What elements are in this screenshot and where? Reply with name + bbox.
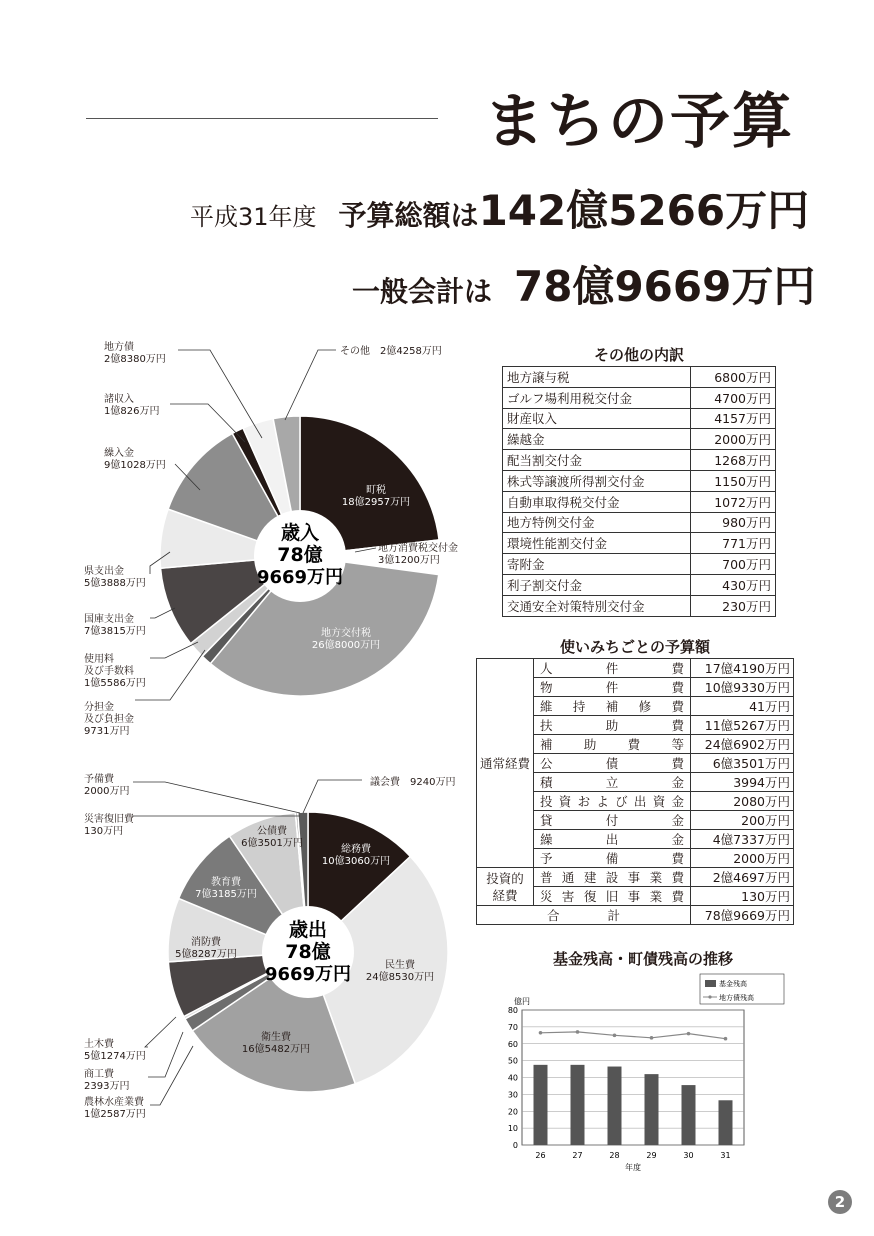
other-row-value: 1268万円 <box>691 450 776 471</box>
other-row-label: 株式等譲渡所得割交付金 <box>503 470 691 491</box>
debt-point-26 <box>539 1031 543 1035</box>
usage-group-investment: 投資的 経費 <box>477 868 534 906</box>
expense-label-text-8: 公債費 6億3501万円 <box>241 826 303 849</box>
revenue-label-text-3: 分担金及び負担金 9731万円 <box>84 702 134 737</box>
revenue-label-2 <box>312 626 380 651</box>
fund-bar-31 <box>719 1100 733 1145</box>
other-row-value: 4157万円 <box>691 408 776 429</box>
other-row-value: 6800万円 <box>691 367 776 388</box>
legend-line-marker <box>708 995 711 998</box>
y-tick-label: 80 <box>507 1006 518 1015</box>
revenue-label-10 <box>285 344 442 420</box>
total-value: 142億5266万円 <box>478 186 810 235</box>
expense-label-11 <box>303 775 455 813</box>
usage-item-value: 4億7337万円 <box>691 830 794 849</box>
revenue-label-text-6: 県支出金 5億3888万円 <box>84 566 146 589</box>
general-account-line <box>352 254 815 314</box>
other-row-label: 交通安全対策特別交付金 <box>503 595 691 616</box>
usage-row <box>477 659 794 678</box>
other-row <box>503 595 776 616</box>
expense-label-text-1: 民生費 24億8530万円 <box>365 960 435 983</box>
x-axis-label: 年度 <box>625 1163 641 1172</box>
usage-item-label: 補助費等 <box>534 735 691 754</box>
y-tick-label: 0 <box>512 1141 518 1150</box>
revenue-label-text-4: 使用料及び手数料 1億5586万円 <box>84 654 146 689</box>
usage-table-title: 使いみちごとの予算額 <box>559 638 710 656</box>
other-row-label: 配当割交付金 <box>503 450 691 471</box>
revenue-label-8 <box>104 392 245 442</box>
revenue-center-label: 歳入 <box>280 522 320 544</box>
page-title: まちの予算 <box>484 87 794 157</box>
usage-item-label: 人件費 <box>534 659 691 678</box>
expense-leader-3 <box>150 1046 193 1105</box>
legend-debt-label: 地方債残高 <box>719 994 754 1002</box>
legend-bar-swatch <box>705 980 716 987</box>
usage-item-label: 積立金 <box>534 773 691 792</box>
other-row-label: 利子割交付金 <box>503 574 691 595</box>
x-tick-label: 29 <box>646 1151 657 1160</box>
other-row-label: 財産収入 <box>503 408 691 429</box>
usage-item-label: 災害復旧事業費 <box>534 887 691 906</box>
revenue-label-text-9: 地方債 2億8380万円 <box>104 342 166 365</box>
usage-group-regular: 通常経費 <box>477 659 534 868</box>
revenue-label-text-2: 地方交付税 26億8000万円 <box>311 628 381 651</box>
y-axis-label: 億円 <box>514 997 530 1006</box>
debt-point-29 <box>650 1036 654 1040</box>
revenue-label-text-8: 諸収入 1億826万円 <box>104 394 160 417</box>
expense-leader-5 <box>145 1017 176 1047</box>
usage-item-value: 3994万円 <box>691 773 794 792</box>
other-row-label: 地方特例交付金 <box>503 512 691 533</box>
balance-chart-title: 基金残高・町債残高の推移 <box>552 950 733 968</box>
other-breakdown-title: その他の内訳 <box>593 346 684 364</box>
other-row <box>503 387 776 408</box>
other-breakdown-table <box>502 366 776 617</box>
expense-label-text-2: 衛生費 16億5482万円 <box>241 1032 311 1055</box>
revenue-pie-chart <box>0 330 480 750</box>
usage-item-value: 2080万円 <box>691 792 794 811</box>
other-row-value: 1150万円 <box>691 470 776 491</box>
x-tick-label: 27 <box>572 1151 583 1160</box>
y-tick-label: 60 <box>507 1039 518 1049</box>
expense-pie-chart <box>0 770 480 1130</box>
expense-center-oku: 78億 <box>285 941 331 963</box>
y-tick-label: 40 <box>507 1073 518 1083</box>
other-row-label: 環境性能割交付金 <box>503 533 691 554</box>
other-row-label: 寄附金 <box>503 554 691 575</box>
revenue-label-text-1: 地方消費税交付金 3億1200万円 <box>378 543 458 566</box>
debt-point-27 <box>576 1030 580 1034</box>
y-tick-label: 50 <box>507 1056 518 1066</box>
revenue-leader-10 <box>285 350 336 420</box>
other-row-label: 繰越金 <box>503 429 691 450</box>
usage-item-value: 6億3501万円 <box>691 754 794 773</box>
usage-item-label: 貸付金 <box>534 811 691 830</box>
other-row-label: ゴルフ場利用税交付金 <box>503 387 691 408</box>
other-row <box>503 450 776 471</box>
usage-item-value: 11億5267万円 <box>691 716 794 735</box>
other-row <box>503 554 776 575</box>
general-value: 78億9669万円 <box>514 262 816 311</box>
revenue-leader-3 <box>135 650 205 700</box>
chart-legend <box>700 974 784 1004</box>
usage-table <box>476 658 794 925</box>
usage-item-label: 普通建設事業費 <box>534 868 691 887</box>
other-row <box>503 470 776 491</box>
other-row-label: 自動車取得税交付金 <box>503 491 691 512</box>
legend-fund-label: 基金残高 <box>719 980 747 988</box>
general-label: 一般会計は <box>352 275 493 308</box>
usage-item-value: 200万円 <box>691 811 794 830</box>
y-tick-label: 70 <box>507 1022 518 1032</box>
debt-point-30 <box>687 1032 691 1036</box>
fund-bar-29 <box>645 1074 659 1145</box>
fund-bar-26 <box>534 1065 548 1145</box>
other-row-label: 地方譲与税 <box>503 367 691 388</box>
debt-point-31 <box>724 1037 728 1041</box>
usage-item-label: 投資および出資金 <box>534 792 691 811</box>
revenue-label-6 <box>84 552 170 589</box>
expense-label-text-3: 農林水産業費 1億2587万円 <box>84 1097 146 1120</box>
other-row-value: 430万円 <box>691 574 776 595</box>
debt-point-28 <box>613 1034 617 1038</box>
usage-total-value: 78億9669万円 <box>691 906 794 925</box>
expense-label-5 <box>84 1017 176 1062</box>
other-row-value: 771万円 <box>691 533 776 554</box>
usage-item-label: 物件費 <box>534 678 691 697</box>
usage-item-label: 公債費 <box>534 754 691 773</box>
usage-item-label: 扶助費 <box>534 716 691 735</box>
other-row <box>503 574 776 595</box>
usage-total-row <box>477 906 794 925</box>
other-row-value: 700万円 <box>691 554 776 575</box>
expense-center-label: 歳出 <box>288 919 328 941</box>
x-tick-label: 30 <box>683 1151 694 1160</box>
page-number: 2 <box>828 1190 852 1214</box>
expense-label-text-10: 予備費 2000万円 <box>84 774 130 797</box>
other-row-value: 980万円 <box>691 512 776 533</box>
usage-item-value: 130万円 <box>691 887 794 906</box>
y-tick-label: 20 <box>507 1107 518 1117</box>
revenue-label-text-10: その他 2億4258万円 <box>340 346 442 357</box>
revenue-label-9 <box>104 340 262 438</box>
revenue-label-text-5: 国庫支出金 7億3815万円 <box>84 614 146 637</box>
balance-chart-marks <box>508 974 784 1172</box>
expense-label-text-9: 災害復旧費 130万円 <box>84 814 134 837</box>
expense-label-text-11: 議会費 9240万円 <box>370 777 456 788</box>
expense-label-10 <box>84 772 300 813</box>
expense-label-text-7: 教育費 7億3185万円 <box>195 877 257 900</box>
other-row <box>503 429 776 450</box>
usage-item-value: 2000万円 <box>691 849 794 868</box>
revenue-label-4 <box>84 642 198 689</box>
expense-center-man: 9669万円 <box>264 964 352 985</box>
expense-label-text-5: 土木費 5億1274万円 <box>84 1039 146 1062</box>
expense-leader-10 <box>133 782 300 813</box>
fund-bar-30 <box>682 1085 696 1145</box>
fund-bar-27 <box>571 1065 585 1145</box>
revenue-label-text-0: 町税 18億2957万円 <box>341 485 411 508</box>
other-row <box>503 491 776 512</box>
balance-chart <box>494 970 790 1180</box>
usage-item-value: 24億6902万円 <box>691 735 794 754</box>
expense-label-text-4: 商工費 2393万円 <box>84 1069 130 1092</box>
expense-label-text-6: 消防費 5億8287万円 <box>175 937 237 960</box>
header-rule <box>86 118 438 119</box>
other-row <box>503 367 776 388</box>
usage-item-label: 維持補修費 <box>534 697 691 716</box>
x-tick-label: 28 <box>609 1151 620 1160</box>
x-tick-label: 26 <box>535 1151 546 1160</box>
usage-item-label: 予備費 <box>534 849 691 868</box>
other-row <box>503 533 776 554</box>
usage-item-value: 2億4697万円 <box>691 868 794 887</box>
usage-item-value: 41万円 <box>691 697 794 716</box>
usage-row <box>477 868 794 887</box>
other-row <box>503 512 776 533</box>
y-tick-label: 10 <box>507 1124 518 1134</box>
other-row-value: 4700万円 <box>691 387 776 408</box>
revenue-label-5 <box>84 608 175 637</box>
other-row-value: 2000万円 <box>691 429 776 450</box>
revenue-label-text-7: 繰入金 9億1028万円 <box>104 448 166 471</box>
fund-bar-28 <box>608 1067 622 1145</box>
x-tick-label: 31 <box>720 1151 731 1160</box>
other-row-value: 230万円 <box>691 595 776 616</box>
revenue-center-man: 9669万円 <box>256 567 344 588</box>
other-row <box>503 408 776 429</box>
fiscal-year: 平成31年度 <box>190 203 317 231</box>
usage-item-label: 繰出金 <box>534 830 691 849</box>
usage-item-value: 17億4190万円 <box>691 659 794 678</box>
usage-total-label: 合計 <box>477 906 691 925</box>
expense-label-text-0: 総務費 10億3060万円 <box>321 844 391 867</box>
expense-leader-11 <box>303 780 362 813</box>
other-row-value: 1072万円 <box>691 491 776 512</box>
total-label: 予算総額は <box>338 199 479 232</box>
budget-total-line <box>190 178 809 238</box>
usage-item-value: 10億9330万円 <box>691 678 794 697</box>
y-tick-label: 30 <box>507 1090 518 1100</box>
revenue-center-oku: 78億 <box>277 544 323 566</box>
